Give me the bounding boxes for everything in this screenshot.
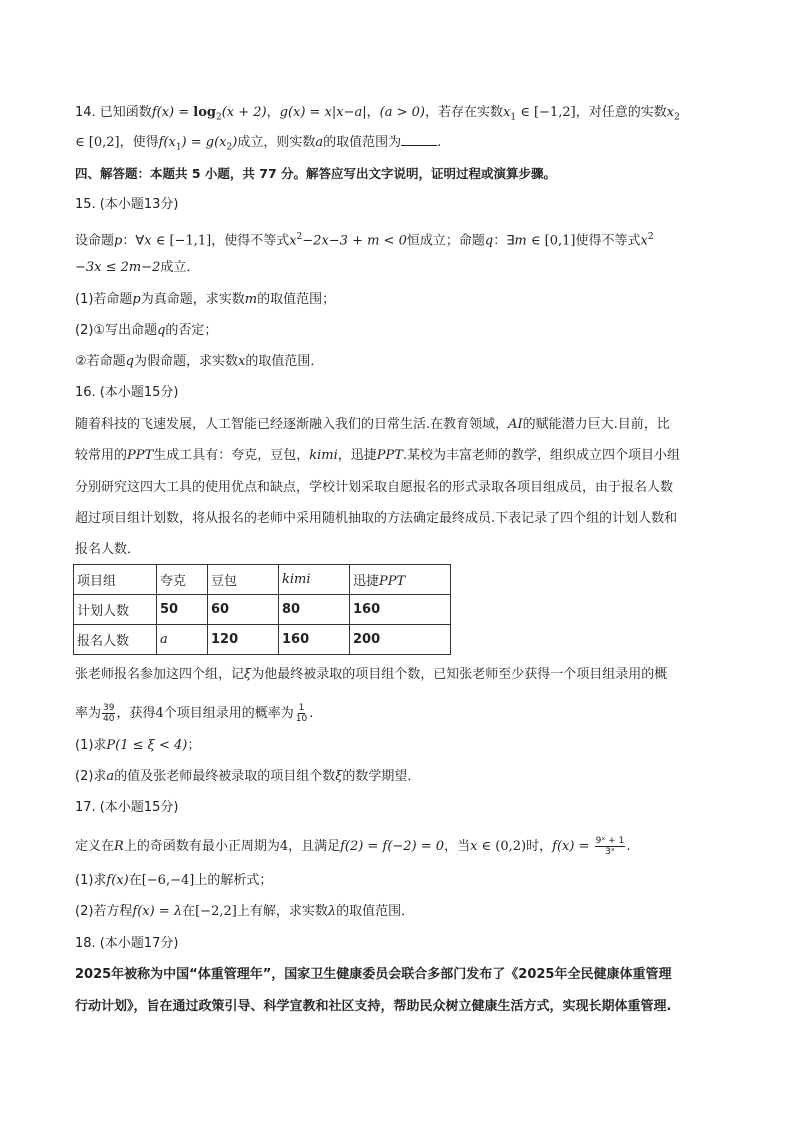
math-expr: f(2) = f(−2) = 0 [340,839,445,854]
math-expr: ) = g(x [181,135,227,150]
math-expr: 2 [215,112,222,123]
q16-text: 的数学期望． [342,769,421,784]
q14-text: 14. 已知函数 [75,105,152,120]
q15-text: ∈ [−1,1]，使得不等式 [151,233,290,249]
table-header-cell: 豆包 [208,565,279,595]
q17-text: (2)若方程 [75,904,133,919]
q14-text: 成立，则实数 [237,135,316,150]
fraction [595,836,626,857]
q15-part-1 [75,291,335,309]
q15-text: 的取值范围． [245,354,324,369]
table-cell: a [157,625,208,655]
table-row [74,625,451,655]
q18-line-2: 行动计划》，旨在通过政策引导、科学宣教和社区支持，帮助民众树立健康生活方式，实现长期体重管理. [75,999,672,1014]
math-expr: x [289,233,297,249]
math-expr: R [114,839,124,854]
table-header-text: 迅捷 [353,574,380,589]
math-expr: ξ [244,667,252,682]
math-expr: a [315,135,324,150]
math-expr: 2 [226,142,233,153]
table-row-label: 计划人数 [74,595,157,625]
q16-sub-1 [75,737,200,755]
table-cell: 200 [350,625,451,655]
math-expr: f(x) = [151,105,194,120]
section-title: 四、解答题：本题共 5 小题，共 77 分。解答应写出文字说明，证明过程或演算步骤。 [75,166,557,181]
q16-line-4: 超过项目组计划数，将从报名的老师中采用随机抽取的方法确定最终成员.下表记录了四个组的计划人数和 [75,511,678,526]
q16-text: . [309,706,314,721]
table-header-cell: 项目组 [74,565,157,595]
q17-text: 在[−6,−4]上的解析式； [128,873,273,888]
math-expr: f(x) [106,873,129,888]
math-expr: ξ [335,769,343,784]
math-expr: x [640,233,648,249]
q14-text: . [437,135,442,150]
q17-text: 在[−2,2]上有解，求实数 [182,904,328,919]
q17-text: ，当 [444,839,471,854]
math-expr: q [484,233,494,249]
math-expr: p [114,233,123,249]
q16-text: (2)求 [75,769,107,784]
q15-line-2 [75,259,199,277]
project-table [73,564,451,655]
q16-text: 率为 [75,706,102,721]
q14-text: ，若存在实数 [425,105,504,120]
fraction [295,703,308,724]
math-expr: x [503,105,511,120]
q15-line-1 [75,228,654,250]
math-expr: x [238,354,246,369]
q17-text: ，且满足 [288,839,341,854]
q15-header: 15. (本小题13分) [75,197,179,212]
fraction-numerator: 9ˣ + 1 [595,836,625,846]
math-expr: p [132,292,141,307]
math-expr: x [144,233,152,249]
table-cell: 160 [279,625,350,655]
q14-line-2 [75,133,441,157]
q14-text: ，对任意的实数 [575,105,667,120]
q15-part-3 [75,353,323,371]
math-expr: g(x) = x|x−a| [279,105,367,120]
q16-text: 随着科技的飞速发展，人工智能已经逐渐融入我们的日常生活.在教育领域， [75,417,509,432]
answer-blank [401,133,437,146]
q17-line-1 [75,836,630,857]
q15-text: 成立． [160,260,200,275]
table-cell: 50 [157,595,208,625]
math-expr: (x + 2) [221,105,267,120]
q16-text: 生成工具有：夸克，豆包， [153,448,310,463]
fraction-numerator: 1 [298,703,305,713]
q15-text: (1)若命题 [75,292,133,307]
math-expr: P(1 ≤ ξ < 4) [106,738,188,753]
q16-line-3: 分别研究这四大工具的使用优点和缺点，学校计划采取自愿报名的形式录取各项目组成员，由于报名人数 [75,480,674,495]
math-expr: 2 [647,232,654,242]
q15-text: 恒成立；命题 [406,233,485,249]
q16-line-5: 报名人数． [75,542,141,557]
table-row-label: 报名人数 [74,625,157,655]
table-cell: 160 [350,595,451,625]
q15-text: 为真命题，求实数 [140,292,245,307]
q16-text: 个项目组录用的概率为 [163,706,294,721]
table-row [74,565,451,595]
q16-text: 的赋能潜力巨大.目前，比 [522,417,670,432]
q16-text: (1)求 [75,738,107,753]
q15-text: 的取值范围； [257,292,336,307]
q17-header: 17. (本小题15分) [75,800,179,815]
math-expr: AI [508,417,523,432]
q16-text: 较常用的 [75,448,128,463]
fraction-numerator: 39 [103,703,115,713]
math-expr: kimi [309,448,338,463]
math-expr: 4 [155,706,164,721]
q17-text: 定义在 [75,839,115,854]
q15-text: ：∃ [493,233,515,249]
q14-text: 的取值范围为 [323,135,402,150]
math-expr: λ [327,904,337,919]
fraction [102,703,115,724]
q15-text: ：∀ [122,233,145,249]
q16-text: ，迅捷 [337,448,377,463]
math-expr: a [106,769,115,784]
q14-text: ， [366,105,380,120]
q16-after-1 [75,666,667,684]
fraction-denominator: 3ˣ [605,847,615,857]
math-expr: PPT [127,448,154,463]
fraction-denominator: 40 [103,714,115,724]
q16-text: ，获得 [116,706,156,721]
q16-text: 张老师报名参加这四个组，记 [75,667,245,682]
math-expr: 2 [674,112,680,123]
fraction-denominator: 10 [295,714,308,724]
math-expr: ∈ [−1,2] [516,105,576,120]
q16-sub-2 [75,768,420,786]
math-expr: PPT [376,448,403,463]
q17-sub-2 [75,903,414,921]
q16-line-2 [75,447,680,465]
math-expr: 2 [296,232,303,242]
table-cell: 120 [208,625,279,655]
q15-text: ∈ [0,1]使得不等式 [526,233,641,249]
q16-text: 的值及张老师最终被录取的项目组个数 [114,769,336,784]
math-expr: x [470,839,478,854]
math-expr: m [514,233,527,249]
q15-text: (2)①写出命题 [75,323,158,338]
table-row [74,595,451,625]
table-cell: 60 [208,595,279,625]
q18-header: 18. (本小题17分) [75,936,179,951]
q17-text: 的取值范围． [336,904,415,919]
math-expr: 1 [175,142,182,153]
q15-text: 设命题 [75,233,115,249]
math-expr: x [666,105,675,120]
q18-line-1: 2025年被称为中国“体重管理年”，国家卫生健康委员会联合多部门发布了《2025年全民健康体重管理 [75,967,672,982]
q15-text: ②若命题 [75,354,126,369]
q17-text: 上的奇函数有最小正周期为 [123,839,280,854]
q14-text: ， [266,105,280,120]
math-expr: m [244,292,258,307]
q15-part-2 [75,322,217,340]
math-expr: q [125,354,134,369]
math-expr: f(x [158,135,176,150]
math-expr: ∈ [0,2] [75,135,120,150]
q16-line-1 [75,416,670,434]
q16-text: 为他最终被录取的项目组个数，已知张老师至少获得一个项目组录用的概 [251,667,668,682]
table-cell: 80 [279,595,350,625]
q16-text: .某校为丰富老师的教学，组织成立四个项目小组 [402,448,681,463]
math-expr: −2x−3 + m < 0 [302,233,407,249]
math-expr: log [193,105,216,120]
q16-text: ； [187,738,201,753]
math-expr: ) [232,135,238,150]
math-expr: f(x) = [552,839,594,854]
q14-line-1 [75,104,680,127]
math-expr: 4 [279,839,289,854]
table-header-cell: kimi [279,565,350,595]
q15-text: 为假命题，求实数 [133,354,238,369]
table-header-text: PPT [379,574,406,589]
math-expr: 1 [510,112,517,123]
q16-header: 16. (本小题15分) [75,385,179,400]
q17-text: ∈ (0,2)时， [477,839,553,854]
q16-after-2 [75,703,313,724]
table-header-cell [350,565,451,595]
math-expr: (a > 0) [379,105,425,120]
math-expr: −3x ≤ 2m−2 [75,260,161,275]
q15-text: 的否定； [165,323,218,338]
q14-text: ，使得 [119,135,159,150]
q17-text: (1)求 [75,873,107,888]
table-header-cell: 夸克 [157,565,208,595]
q17-text: . [626,839,631,854]
q17-sub-1 [75,872,272,890]
math-expr: f(x) = λ [132,904,183,919]
math-expr: q [157,323,166,338]
